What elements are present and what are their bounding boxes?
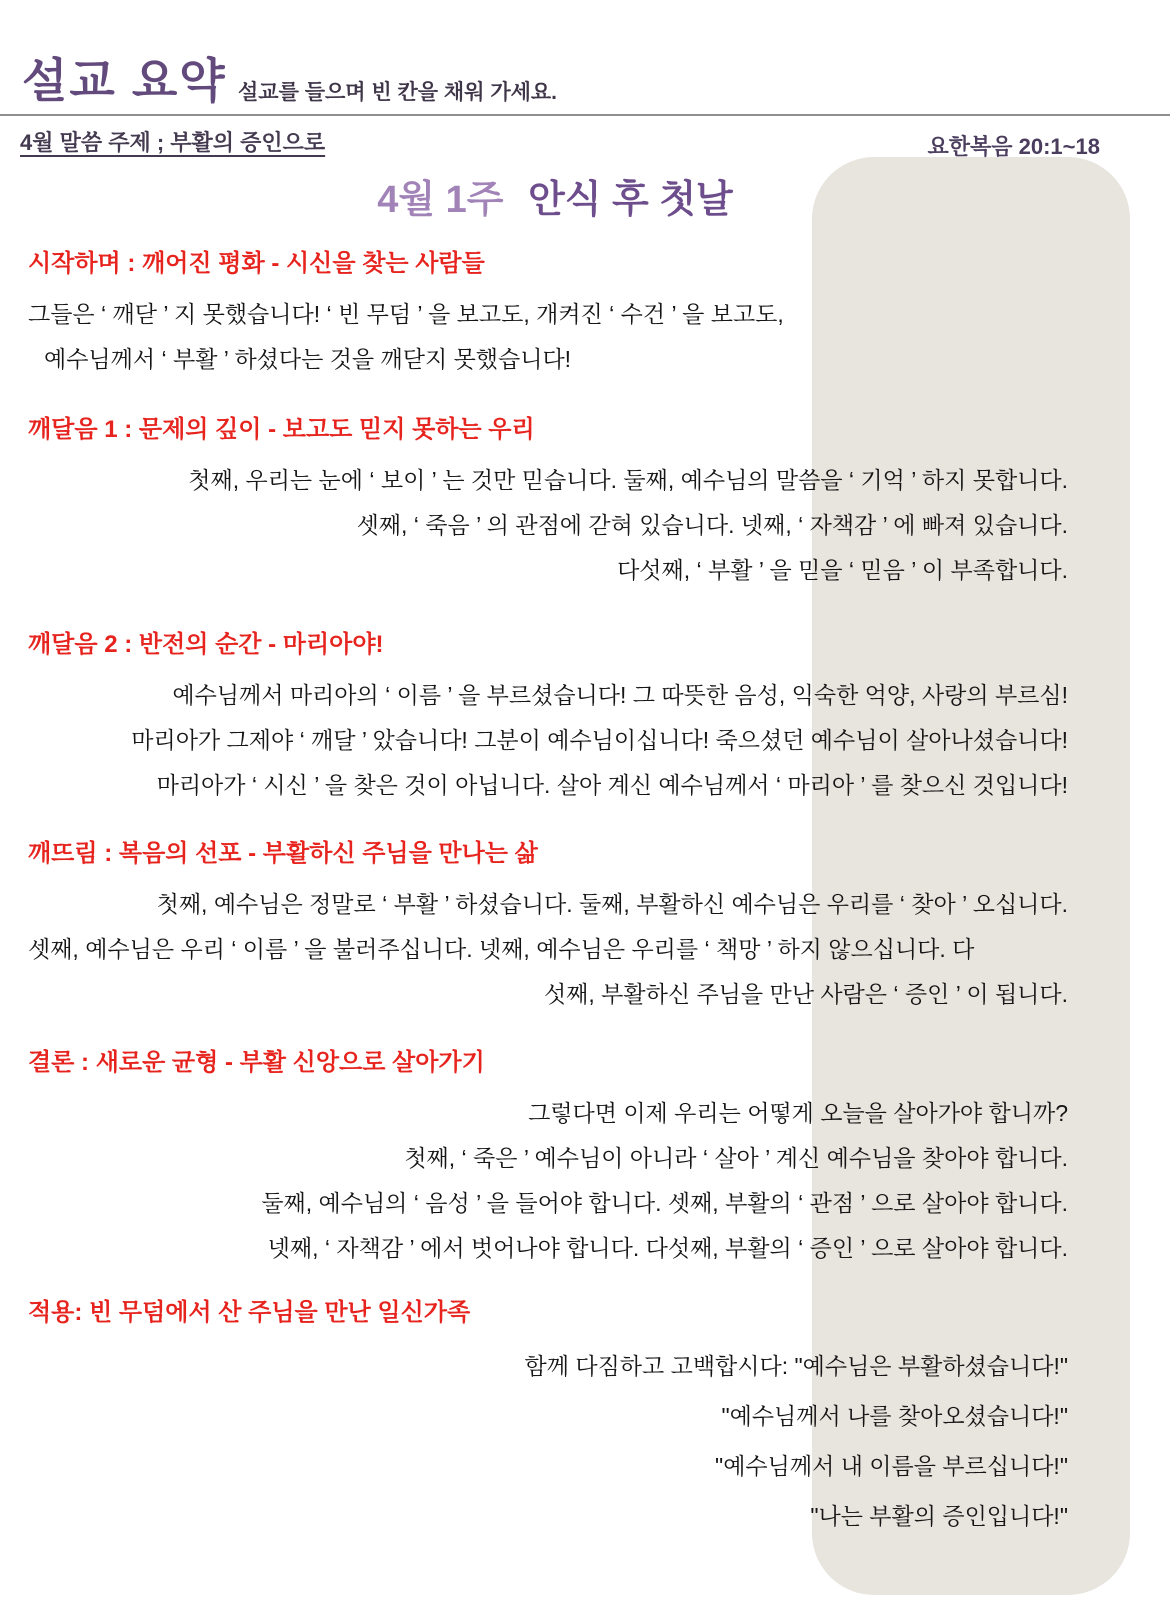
sermon-body	[28, 240, 1068, 1541]
section-heading: 결론 : 새로운 균형 - 부활 신앙으로 살아가기	[28, 1049, 485, 1076]
text-line: 그들은 ‘ 깨닫 ’ 지 못했습니다! ‘ 빈 무덤 ’ 을 보고도, 개켜진 ‘ 수건 ’ 을 보고도,	[28, 301, 784, 327]
text-line: 마리아가 ‘ 시신 ’ 을 찾은 것이 아닙니다. 살아 계신 예수님께서 ‘ 마리아 ’ 를 찾으신 것입니다!	[156, 772, 1068, 798]
section-application	[28, 1297, 1068, 1541]
section-heading: 적용: 빈 무덤에서 산 주님을 만난 일신가족	[28, 1299, 471, 1326]
text-line: 첫째, ‘ 죽은 ’ 예수님이 아니라 ‘ 살아 ’ 계신 예수님을 찾아야 합니다.	[404, 1145, 1068, 1171]
section-heading: 시작하며 : 깨어진 평화 - 시신을 찾는 사람들	[28, 250, 485, 277]
text-line: 예수님께서 ‘ 부활 ’ 하셨다는 것을 깨닫지 못했습니다!	[44, 346, 572, 372]
text-line: 셋째, ‘ 죽음 ’ 의 관점에 갇혀 있습니다. 넷째, ‘ 자책감 ’ 에 빠져 있습니다.	[356, 512, 1068, 538]
section-heading: 깨달음 1 : 문제의 깊이 - 보고도 믿지 못하는 우리	[28, 416, 535, 443]
section-realization-2	[28, 629, 1068, 808]
text-line: 둘째, 예수님의 ‘ 음성 ’ 을 들어야 합니다. 셋째, 부활의 ‘ 관점 ’ 으로 살아야 합니다.	[261, 1190, 1068, 1216]
scripture-reference: 요한복음 20:1~18	[927, 134, 1100, 159]
text-line: 첫째, 예수님은 정말로 ‘ 부활 ’ 하셨습니다. 둘째, 부활하신 예수님은 우리를 ‘ 찾아 ’ 오십니다.	[156, 891, 1068, 917]
text-line: 마리아가 그제야 ‘ 깨달 ’ 았습니다! 그분이 예수님이십니다! 죽으셨던 예수님이 살아나셨습니다!	[131, 727, 1068, 753]
page-title: 설교 요약	[22, 54, 227, 107]
sermon-title-text: 안식 후 첫날	[528, 179, 733, 221]
text-line: 셋째, 예수님은 우리 ‘ 이름 ’ 을 불러주십니다. 넷째, 예수님은 우리를 ‘ 책망 ’ 하지 않으십니다. 다	[28, 936, 975, 962]
section-heading: 깨뜨림 : 복음의 선포 - 부활하신 주님을 만나는 삶	[28, 840, 538, 867]
text-line: 첫째, 우리는 눈에 ‘ 보이 ’ 는 것만 믿습니다. 둘째, 예수님의 말씀을 ‘ 기억 ’ 하지 못합니다.	[188, 467, 1068, 493]
text-line: 다섯째, ‘ 부활 ’ 을 믿을 ‘ 믿음 ’ 이 부족합니다.	[617, 557, 1068, 583]
text-line: 넷째, ‘ 자책감 ’ 에서 벗어나야 합니다. 다섯째, 부활의 ‘ 증인 ’ 으로 살아야 합니다.	[267, 1235, 1068, 1261]
text-line: "예수님께서 내 이름을 부르십니다!"	[715, 1453, 1068, 1479]
text-line: 섯째, 부활하신 주님을 만난 사람은 ‘ 증인 ’ 이 됩니다.	[543, 981, 1068, 1007]
header-divider	[0, 114, 1170, 116]
text-line: "예수님께서 나를 찾아오셨습니다!"	[721, 1403, 1068, 1429]
monthly-theme: 4월 말씀 주제 ; 부활의 증인으로	[20, 130, 326, 155]
week-label: 4월 1주	[377, 179, 504, 221]
sermon-title	[0, 168, 1110, 223]
text-line: "나는 부활의 증인입니다!"	[810, 1503, 1068, 1529]
section-heading: 깨달음 2 : 반전의 순간 - 마리아야!	[28, 631, 384, 658]
text-line: 함께 다짐하고 고백합시다: "예수님은 부활하셨습니다!"	[524, 1353, 1068, 1379]
page-subtitle: 설교를 들으며 빈 칸을 채워 가세요.	[238, 81, 558, 104]
section-realization-1	[28, 414, 1068, 593]
text-line: 그렇다면 이제 우리는 어떻게 오늘을 살아가야 합니까?	[528, 1100, 1068, 1126]
section-intro	[28, 248, 1068, 382]
text-line: 예수님께서 마리아의 ‘ 이름 ’ 을 부르셨습니다! 그 따뜻한 음성, 익숙한 억양, 사랑의 부르심!	[172, 682, 1068, 708]
section-breaking	[28, 838, 1068, 1017]
section-conclusion	[28, 1047, 1068, 1271]
